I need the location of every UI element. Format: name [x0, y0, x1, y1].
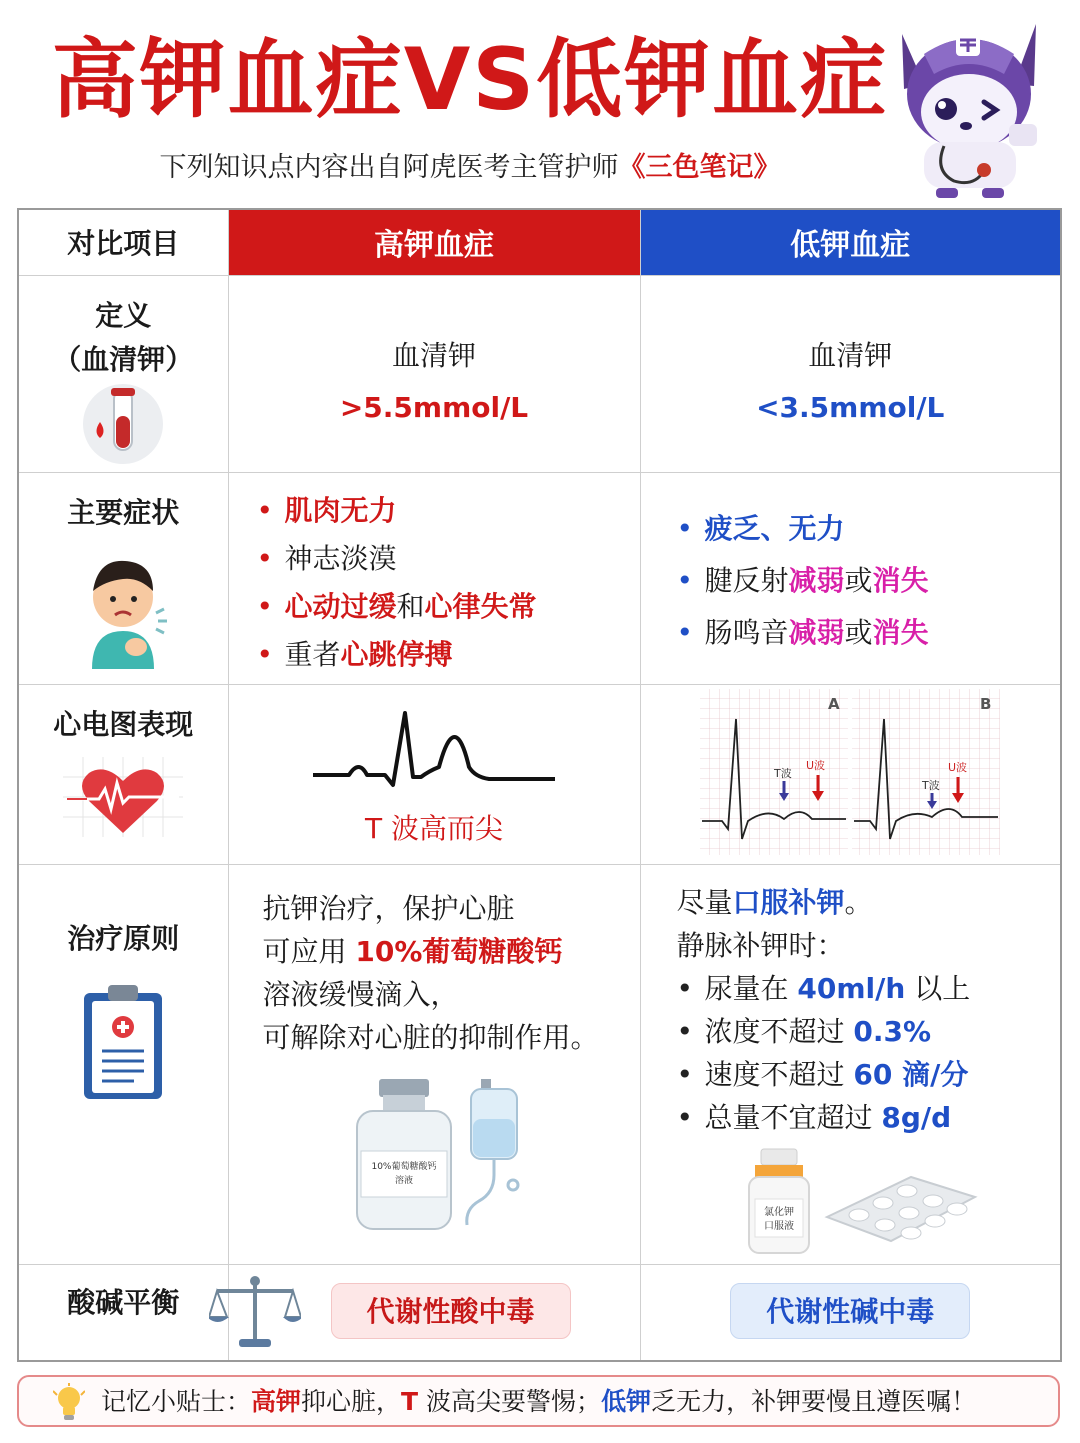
potassium-bottle-pills-icon	[741, 1147, 981, 1257]
row-ecg-label	[18, 684, 228, 864]
definition-high	[228, 275, 640, 472]
acidbase-label: 酸碱平衡	[67, 1285, 180, 1319]
heart-ecg-icon	[63, 757, 183, 837]
row-symptoms-label	[18, 472, 228, 684]
definition-low	[640, 275, 1061, 472]
treatment-low-bullet-1: • 尿量在 40ml/h 以上	[677, 967, 1061, 1010]
symptom-high-4: • 重者心跳停搏	[257, 631, 640, 679]
lightbulb-icon	[53, 1383, 85, 1421]
treatment-high-line4: 可解除对心脏的抑制作用。	[262, 1020, 599, 1054]
tip-t: T	[401, 1387, 419, 1416]
definition-low-label: 血清钾	[808, 338, 893, 372]
ecg-high-caption: T 波高而尖	[364, 811, 503, 845]
treatment-low-line1: 尽量口服补钾。	[676, 885, 873, 919]
bottle-label-1: 氯化钾	[763, 1206, 794, 1218]
subtitle-text: 下列知识点内容出自阿虎医考主管护师	[159, 152, 619, 183]
ecg-low-strips	[700, 689, 1000, 855]
header-high: 高钾血症	[228, 209, 640, 275]
symptom-high-3: • 心动过缓和心律失常	[257, 583, 640, 631]
definition-low-value: <3.5mmol/L	[756, 390, 945, 424]
symptoms-low	[640, 472, 1061, 684]
symptom-low-1: • 疲乏、无力	[677, 503, 1061, 555]
vial-label-2: 溶液	[394, 1175, 413, 1186]
symptoms-high	[228, 472, 640, 684]
treatment-low	[640, 864, 1061, 1264]
definition-label-1: 定义	[95, 298, 152, 332]
acidbase-high-pill: 代谢性酸中毒	[331, 1283, 571, 1339]
ecg-low	[640, 684, 1061, 864]
treatment-label: 治疗原则	[67, 921, 180, 955]
clipboard-icon	[78, 983, 168, 1103]
page-title: 高钾血症VS低钾血症	[51, 30, 889, 130]
symptoms-label: 主要症状	[67, 495, 180, 529]
treatment-low-line2: 静脉补钾时：	[676, 928, 845, 962]
tip-high: 高钾	[251, 1387, 302, 1416]
subtitle	[60, 146, 880, 190]
bottle-label-2: 口服液	[763, 1220, 794, 1232]
tip-low: 低钾	[601, 1387, 652, 1416]
treatment-low-bullet-3: • 速度不超过 60 滴/分	[677, 1053, 1061, 1096]
definition-high-value: >5.5mmol/L	[339, 390, 529, 424]
treatment-low-bullet-2: • 浓度不超过 0.3%	[677, 1010, 1061, 1053]
balance-scale-icon	[209, 1273, 301, 1353]
row-acidbase-label	[18, 1264, 228, 1361]
acidbase-low-pill: 代谢性碱中毒	[730, 1283, 970, 1339]
ecg-u-wave-b: U波	[948, 760, 968, 774]
row-definition-label	[18, 275, 228, 472]
header-item: 对比项目	[18, 209, 228, 275]
acidbase-low	[640, 1264, 1061, 1361]
ecg-t-wave-a: T波	[774, 766, 792, 780]
tip-label: 记忆小贴士：	[101, 1387, 252, 1416]
sick-boy-icon	[78, 551, 168, 671]
symptom-high-1: • 肌肉无力	[257, 487, 640, 535]
tip-text-1: 抑心脏，	[301, 1387, 402, 1416]
subtitle-book: 《三色笔记》	[618, 152, 781, 183]
ecg-label: 心电图表现	[53, 707, 194, 741]
treatment-high	[228, 864, 640, 1264]
calcium-vial-iv-icon	[347, 1075, 547, 1235]
acidbase-high	[228, 1264, 640, 1361]
memory-tip-bar	[17, 1375, 1060, 1427]
ecg-panel-a: A	[828, 694, 840, 713]
vial-label-1: 10%葡萄糖酸钙	[370, 1161, 437, 1172]
row-treatment-label	[18, 864, 228, 1264]
tip-text-2: 波高尖要警惕；	[418, 1387, 602, 1416]
symptom-high-2: • 神志淡漠	[257, 535, 640, 583]
symptom-low-3: • 肠鸣音减弱或消失	[677, 607, 1061, 659]
treatment-low-bullet-4: • 总量不宜超过 8g/d	[677, 1096, 1061, 1139]
comparison-table	[17, 208, 1062, 1362]
header-low: 低钾血症	[640, 209, 1061, 275]
tiger-mascot	[884, 14, 1054, 200]
ecg-high-waveform	[309, 699, 559, 789]
treatment-high-line2: 可应用 10%葡萄糖酸钙	[262, 934, 563, 968]
definition-label-2: （血清钾）	[53, 342, 194, 376]
ecg-high	[228, 684, 640, 864]
ecg-t-wave-b: T波	[922, 778, 940, 792]
symptom-low-2: • 腱反射减弱或消失	[677, 555, 1061, 607]
ecg-panel-b: B	[980, 694, 992, 713]
treatment-high-line1: 抗钾治疗，保护心脏	[262, 891, 515, 925]
tip-text-3: 乏无力，补钾要慢且遵医嘱！	[651, 1387, 977, 1416]
ecg-u-wave-a: U波	[806, 758, 826, 772]
treatment-high-line3: 溶液缓慢滴入，	[262, 977, 459, 1011]
definition-high-label: 血清钾	[391, 338, 476, 372]
blood-tube-icon	[78, 384, 168, 464]
